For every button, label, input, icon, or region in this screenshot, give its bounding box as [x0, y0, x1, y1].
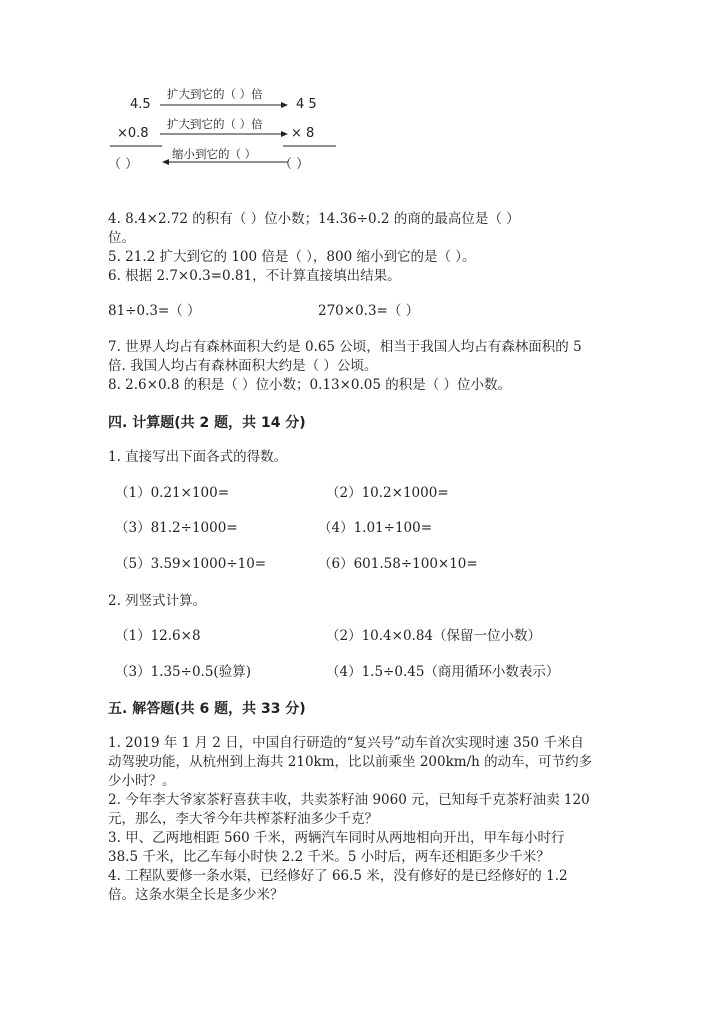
item-6: 6. 根据 2.7×0.3=0.81，不计算直接填出结果。 — [108, 268, 401, 284]
row3-label: 缩小到它的（ ） — [172, 147, 257, 161]
q1-item-4: （4）1.01÷100= — [318, 520, 433, 536]
q1-item-2: （2）10.2×1000= — [326, 485, 449, 501]
q1-item-6: （6）601.58÷100×10= — [318, 556, 478, 572]
row2-right: × 8 — [291, 126, 315, 141]
s5-line-7: 38.5 千米，比乙车每小时快 2.2 千米。5 小时后，两车还相距多少千米？ — [108, 849, 550, 865]
item-6-sub-left: 81÷0.3=（ ） — [108, 303, 201, 319]
s5-line-6: 3. 甲、乙两地相距 560 千米，两辆汽车同时从两地相向开出，甲车每小时行 — [108, 830, 565, 846]
row2-label: 扩大到它的（ ）倍 — [167, 117, 263, 131]
q1-item-5: （5）3.59×1000÷10= — [115, 556, 267, 572]
item-4-line-2: 位。 — [108, 230, 135, 246]
row1-right: 4 5 — [296, 97, 317, 112]
q1-item-3: （3）81.2÷1000= — [115, 520, 238, 536]
s5-line-1: 1. 2019 年 1 月 2 日，中国自行研造的“复兴号”动车首次实现时速 350 千米自 — [108, 735, 584, 751]
section-5-title: 五. 解答题(共 6 题，共 33 分) — [108, 701, 306, 717]
q1-item-1: （1）0.21×100= — [115, 485, 230, 501]
q1-text: 1. 直接写出下面各式的得数。 — [108, 449, 288, 465]
item-8: 8. 2.6×0.8 的积是（ ）位小数；0.13×0.05 的积是（ ）位小数。 — [108, 377, 512, 393]
arrow-3-head — [162, 159, 169, 165]
q2-item-1: （1）12.6×8 — [115, 628, 201, 644]
item-6-sub-right: 270×0.3=（ ） — [318, 303, 420, 319]
arrow-2-head — [281, 131, 288, 137]
row3-right: （ ） — [279, 157, 310, 172]
q2-text: 2. 列竖式计算。 — [108, 593, 207, 609]
item-4-line-1: 4. 8.4×2.72 的积有（ ）位小数；14.36÷0.2 的商的最高位是（ ） — [108, 211, 520, 227]
s5-line-2: 动驾驶功能，从杭州到上海共 210km，比以前乘坐 200km/h 的动车，可节约多 — [108, 754, 593, 770]
q2-item-4: （4）1.5÷0.45（商用循环小数表示） — [326, 664, 560, 680]
item-7-line-1: 7. 世界人均占有森林面积大约是 0.65 公顷，相当于我国人均占有森林面积的 5 — [108, 339, 582, 355]
s5-line-5: 元，那么，李大爷今年共榨茶籽油多少千克？ — [108, 811, 378, 827]
arrow-1-head — [281, 102, 288, 108]
row2-left: ×0.8 — [117, 126, 149, 141]
item-5: 5. 21.2 扩大到它的 100 倍是（ ），800 缩小到它的是（ ）。 — [108, 249, 476, 265]
q2-item-2: （2）10.4×0.84（保留一位小数） — [326, 628, 542, 644]
q2-item-3: （3）1.35÷0.5(验算) — [115, 664, 251, 680]
s5-line-3: 少小时？。 — [108, 773, 176, 789]
item-7-line-2: 倍. 我国人均占有森林面积大约是（ ）公顷。 — [108, 358, 378, 374]
s5-line-9: 倍。这条水渠全长是多少米？ — [108, 887, 284, 903]
row1-left: 4.5 — [130, 97, 151, 112]
section-4-title: 四. 计算题(共 2 题，共 14 分) — [108, 415, 306, 431]
s5-line-4: 2. 今年李大爷家茶籽喜获丰收，共卖茶籽油 9060 元，已知每千克茶籽油卖 120 — [108, 792, 590, 808]
row1-label: 扩大到它的（ ）倍 — [167, 87, 263, 101]
s5-line-8: 4. 工程队要修一条水渠，已经修好了 66.5 米，没有修好的是已经修好的 1.2 — [108, 868, 568, 884]
row3-left: （ ） — [108, 157, 139, 172]
